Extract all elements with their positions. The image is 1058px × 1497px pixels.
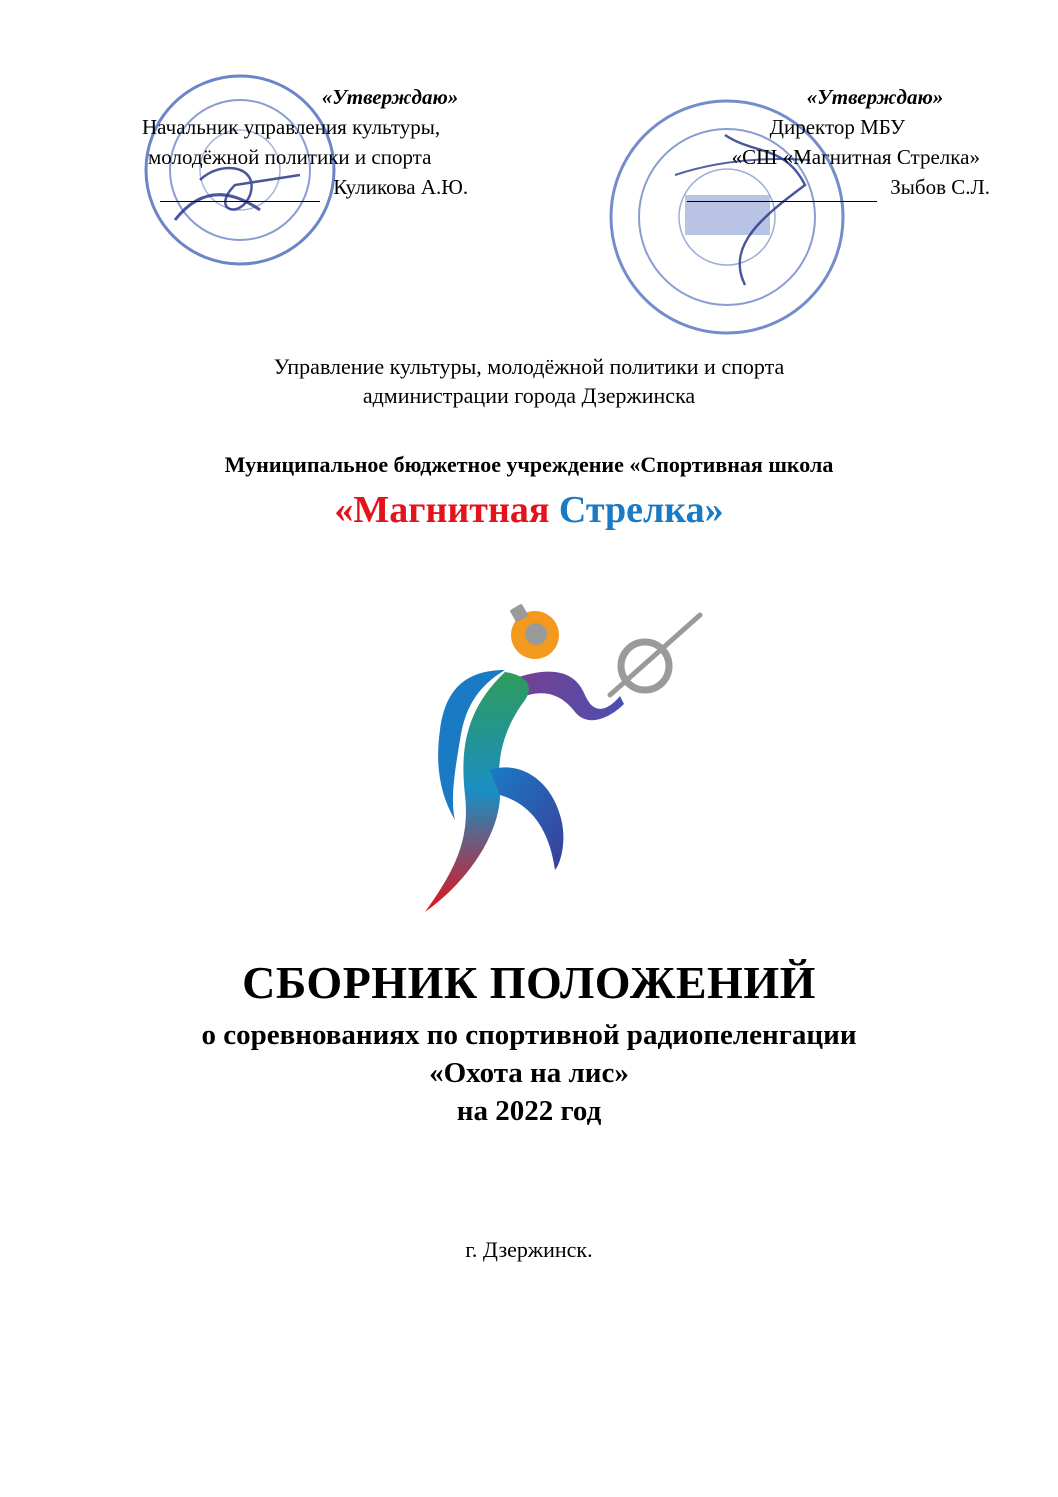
school-brand	[0, 488, 1058, 532]
brand-part-red: «Магнитная	[334, 489, 559, 531]
brand-part-blue: Стрелка»	[558, 489, 724, 531]
department-line-1: Управление культуры, молодёжной политики и спорта	[273, 354, 785, 379]
department-line-2: администрации города Дзержинска	[362, 383, 696, 408]
document-title: СБОРНИК ПОЛОЖЕНИЙ	[242, 957, 816, 1008]
subtitle-line-3: на 2022 год	[456, 1095, 602, 1127]
approval-block-right	[640, 82, 990, 202]
signer-name-left: Куликова А.Ю.	[333, 175, 469, 199]
sport-school-logo	[410, 600, 710, 920]
approval-position-right-1: Директор МБУ	[769, 115, 905, 139]
approval-position-left-2: молодёжной политики и спорта	[148, 145, 432, 169]
signature-row-right	[640, 172, 990, 202]
signature-line-right	[687, 179, 877, 202]
approval-block-left	[130, 82, 510, 202]
approval-heading-left: «Утверждаю»	[321, 85, 459, 109]
document-subtitle	[0, 1016, 1058, 1130]
signer-name-right: Зыбов С.Л.	[890, 175, 990, 199]
subtitle-line-1: о соревнованиях по спортивной радиопеленгации	[201, 1019, 857, 1051]
approval-position-left-1: Начальник управления культуры,	[142, 115, 441, 139]
approval-heading-right: «Утверждаю»	[806, 85, 944, 109]
signature-row-left	[130, 172, 510, 202]
department-heading	[0, 352, 1058, 410]
approval-position-right-2: «СШ «Магнитная Стрелка»	[731, 145, 980, 169]
city-label: г. Дзержинск.	[465, 1237, 593, 1262]
school-name: Муниципальное бюджетное учреждение «Спортивная школа	[224, 452, 834, 477]
signature-line-left	[160, 179, 320, 202]
subtitle-line-2: «Охота на лис»	[429, 1057, 629, 1089]
